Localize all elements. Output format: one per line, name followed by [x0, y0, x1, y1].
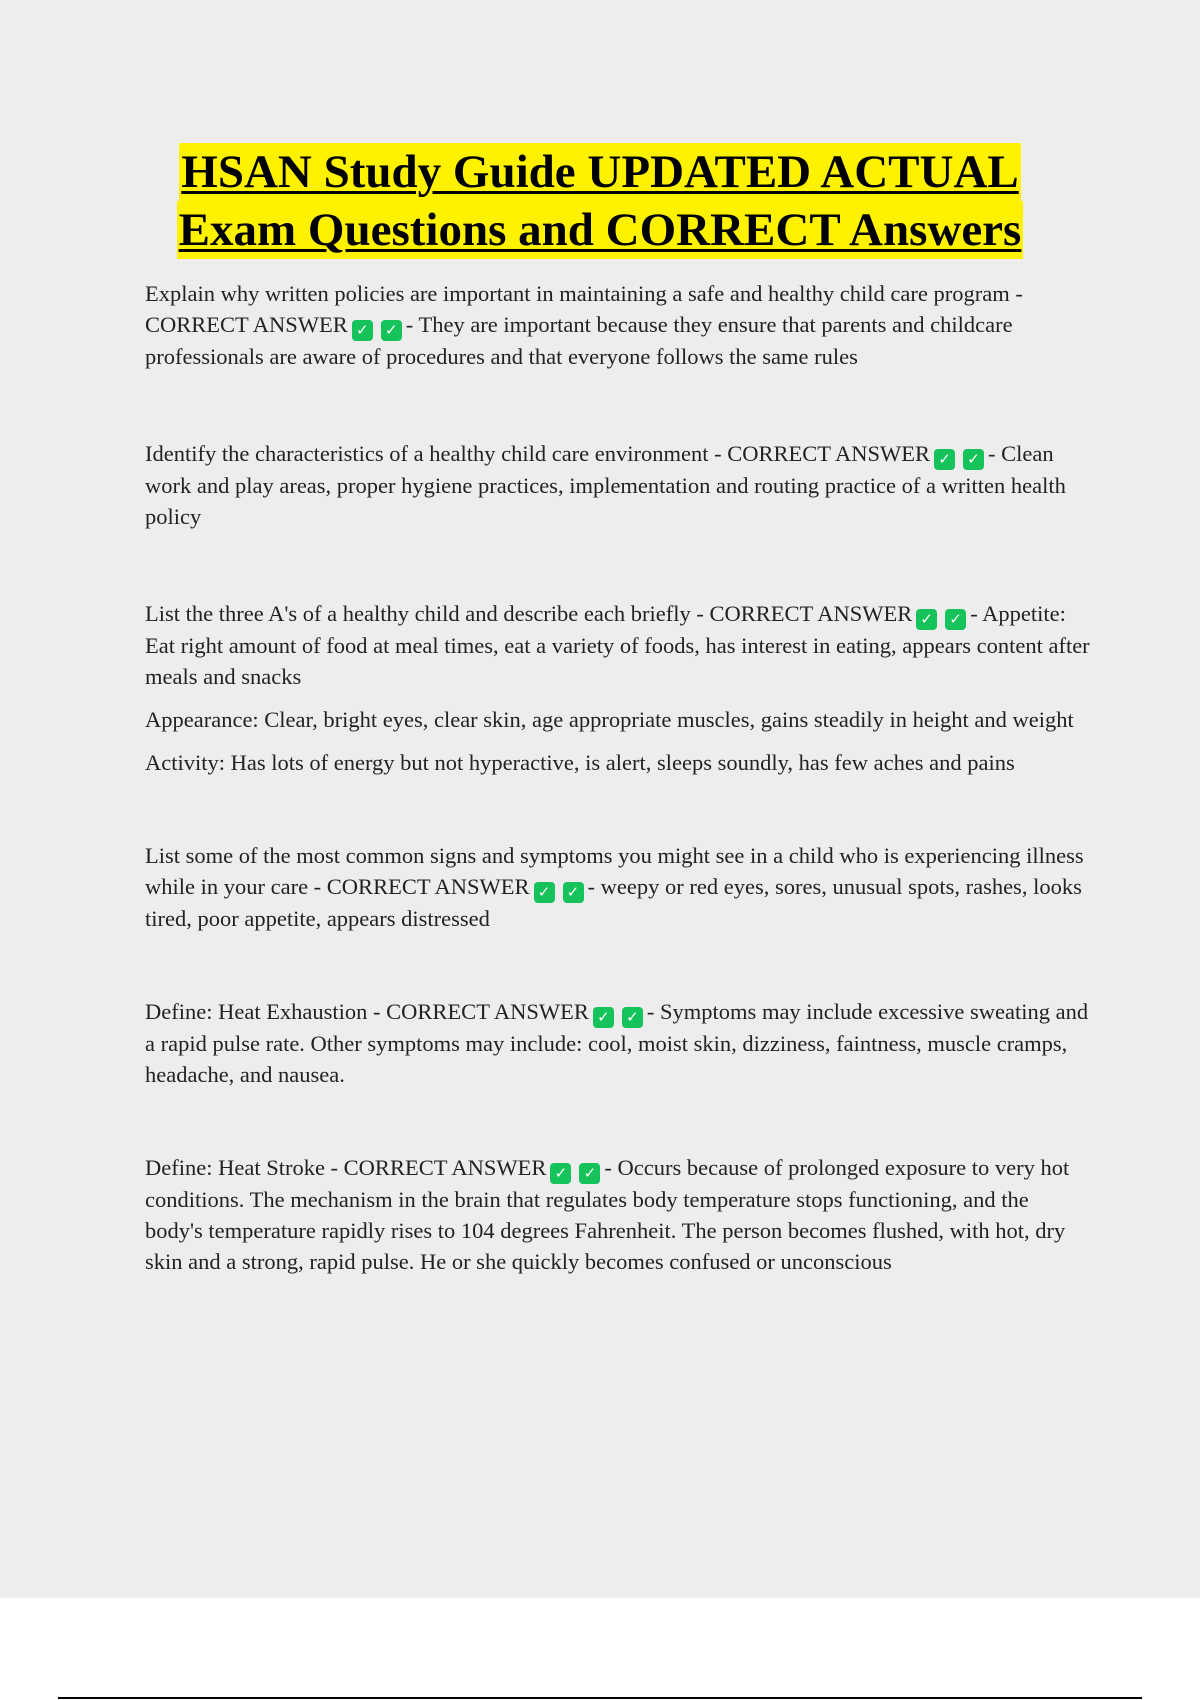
qa-item — [145, 278, 1090, 372]
answer-continuation: Activity: Has lots of energy but not hyperactive, is alert, sleeps soundly, has few aches and pains — [145, 750, 1015, 775]
check-icon: ✓ — [534, 882, 555, 903]
answer-text: - Appetite: Eat right amount of food at meal times, eat a variety of foods, has interest in eating, appears content after meals and snacks — [145, 601, 1090, 689]
answer-text: - Symptoms may include excessive sweating and a rapid pulse rate. Other symptoms may include: cool, moist skin, dizziness, faintness, muscle cramps, headache, and nausea. — [145, 999, 1089, 1087]
title-line-1: HSAN Study Guide UPDATED ACTUAL — [179, 143, 1020, 201]
answer-text: - Clean work and play areas, proper hygiene practices, implementation and routing practice of a written health policy — [145, 441, 1066, 529]
check-icon: ✓ — [916, 609, 937, 630]
qa-list — [145, 278, 1090, 1277]
question-text: Define: Heat Exhaustion - CORRECT ANSWER — [145, 999, 589, 1024]
qa-item — [145, 996, 1090, 1090]
qa-paragraph — [145, 996, 1090, 1090]
check-icon: ✓ — [550, 1163, 571, 1184]
question-text: Explain why written policies are important in maintaining a safe and healthy child care program - CORRECT ANSWER — [145, 281, 1023, 337]
question-text: Identify the characteristics of a healthy child care environment - CORRECT ANSWER — [145, 441, 930, 466]
check-icon: ✓ — [945, 609, 966, 630]
qa-item — [145, 598, 1090, 778]
answer-text: - They are important because they ensure that parents and childcare professionals are aware of procedures and that everyone follows the same rules — [145, 312, 1013, 369]
check-icon: ✓ — [934, 449, 955, 470]
answer-text: - weepy or red eyes, sores, unusual spots, rashes, looks tired, poor appetite, appears distressed — [145, 874, 1082, 931]
answer-text: - Occurs because of prolonged exposure to very hot conditions. The mechanism in the brain that regulates body temperature stops functioning, and the body's temperature rapidly rises to 104 degrees Fahrenheit. The person becomes flushed, with hot, dry skin and a strong, rapid pulse. He or she quickly becomes confused or unconscious — [145, 1155, 1070, 1274]
question-text: Define: Heat Stroke - CORRECT ANSWER — [145, 1155, 547, 1180]
check-icon: ✓ — [579, 1163, 600, 1184]
check-icon: ✓ — [622, 1007, 643, 1028]
check-icon: ✓ — [963, 449, 984, 470]
qa-paragraph — [145, 598, 1090, 692]
page-title — [0, 143, 1200, 259]
qa-paragraph — [145, 840, 1090, 934]
qa-item — [145, 1152, 1090, 1277]
question-text: List the three A's of a healthy child and describe each briefly - CORRECT ANSWER — [145, 601, 913, 626]
check-icon: ✓ — [593, 1007, 614, 1028]
qa-paragraph — [145, 1152, 1090, 1277]
bottom-divider — [58, 1697, 1142, 1699]
check-icon: ✓ — [563, 882, 584, 903]
qa-item — [145, 840, 1090, 934]
qa-item — [145, 438, 1090, 532]
check-icon: ✓ — [352, 320, 373, 341]
qa-paragraph — [145, 278, 1090, 372]
question-text: List some of the most common signs and symptoms you might see in a child who is experiencing illness while in your care - CORRECT ANSWER — [145, 843, 1084, 899]
title-line-2: Exam Questions and CORRECT Answers — [177, 201, 1024, 259]
qa-paragraph — [145, 438, 1090, 532]
answer-continuation: Appearance: Clear, bright eyes, clear skin, age appropriate muscles, gains steadily in height and weight — [145, 707, 1074, 732]
check-icon: ✓ — [381, 320, 402, 341]
